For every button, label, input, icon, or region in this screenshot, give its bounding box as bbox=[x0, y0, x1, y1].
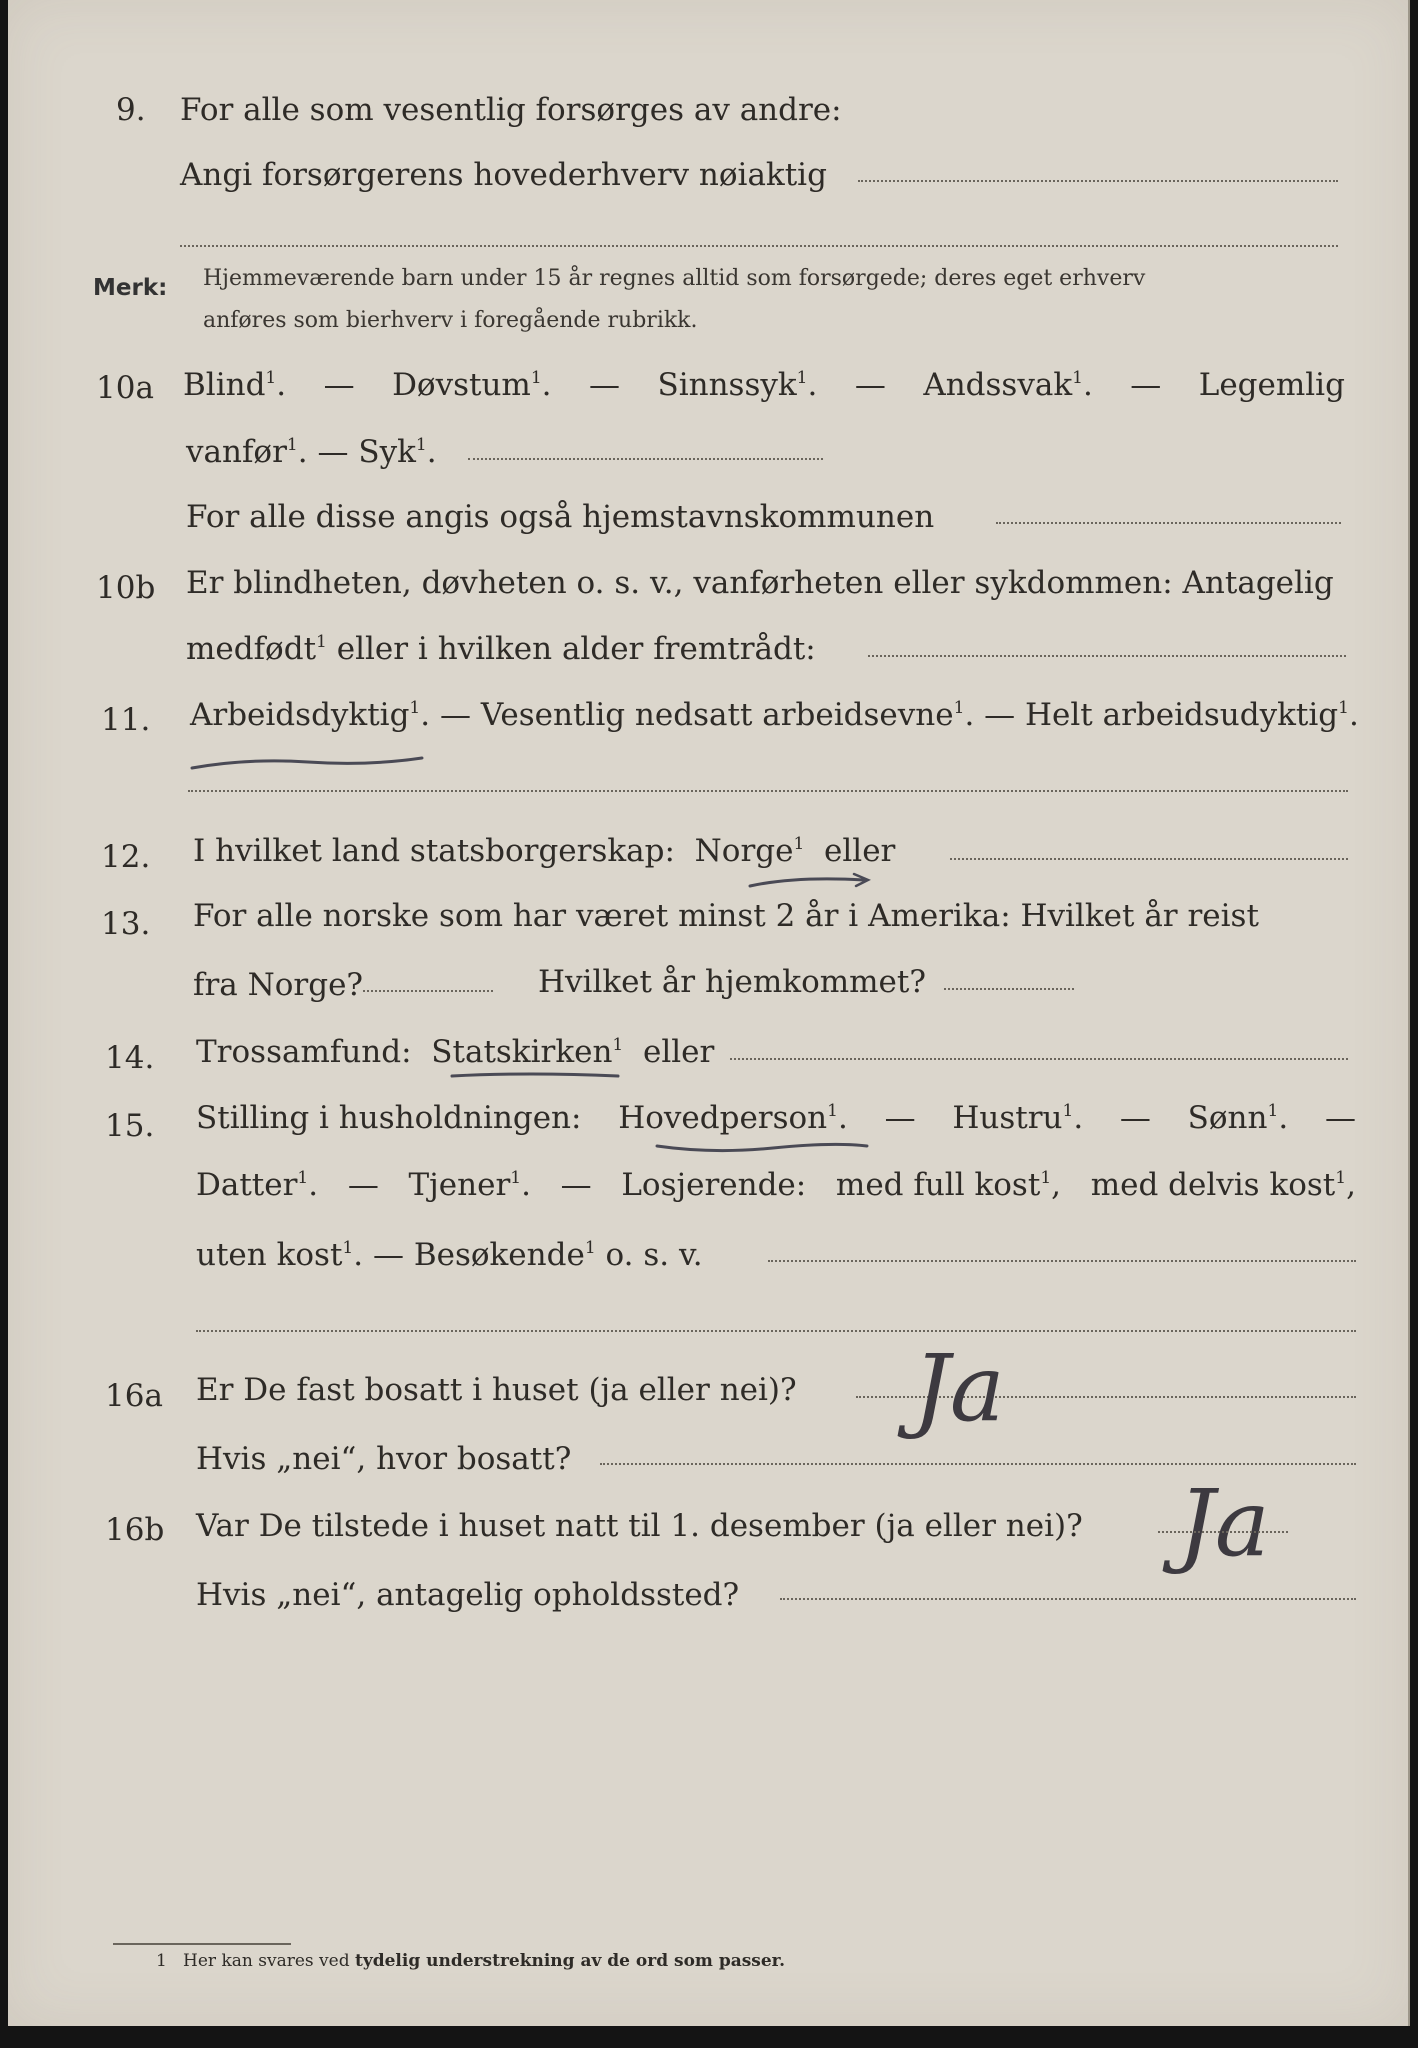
q9-answer-line-2 bbox=[180, 245, 1338, 247]
q16b-line2: Hvis „nei“, antagelig opholdssted? bbox=[196, 1577, 740, 1613]
q11-nedsatt: Vesentlig nedsatt arbeidsevne$^1$. bbox=[480, 697, 975, 733]
q10a-legemlig: Legemlig bbox=[1198, 367, 1345, 403]
q16a-line1: Er De fast bosatt i huset (ja eller nei)? bbox=[196, 1372, 797, 1408]
q13-answer-line-2 bbox=[944, 988, 1074, 990]
footnote-text: Her kan svares ved bbox=[183, 1951, 350, 1971]
dash: — bbox=[1130, 367, 1162, 403]
q13-answer-line-1 bbox=[363, 990, 493, 992]
dash: — bbox=[854, 367, 886, 403]
q14-handwritten-underline bbox=[448, 1068, 628, 1088]
q16b-answer-line-2 bbox=[780, 1598, 1356, 1600]
item-number-16b: 16b bbox=[105, 1512, 165, 1548]
item-number-16a: 16a bbox=[105, 1378, 163, 1414]
q15-hovedperson: Hovedperson$^1$. bbox=[618, 1100, 848, 1136]
footnote-rule bbox=[113, 1943, 291, 1945]
q10a-blind: Blind$^1$. bbox=[183, 367, 287, 403]
item-number-14: 14. bbox=[105, 1040, 155, 1076]
q14-line: Trossamfund: Statskirken$^1$ eller bbox=[196, 1034, 715, 1070]
q11-line1: Arbeidsdyktig$^1$. — Vesentlig nedsatt arbeidsevne$^1$. — Helt arbeidsudyktig$^1$. bbox=[190, 697, 1359, 733]
q11-answer-line bbox=[188, 790, 1348, 792]
q15-line2: Datter$^1$. — Tjener$^1$. — Losjerende: med full kost$^1$, med delvis kost$^1$, bbox=[196, 1167, 1356, 1203]
q16a-line2: Hvis „nei“, hvor bosatt? bbox=[196, 1441, 572, 1477]
dash: — bbox=[589, 367, 620, 403]
q13-line2a: fra Norge? bbox=[193, 967, 364, 1003]
item-number-10a: 10a bbox=[96, 370, 154, 406]
q10a-answer-line-1 bbox=[468, 458, 823, 460]
q13-line1: For alle norske som har været minst 2 år i Amerika: Hvilket år reist bbox=[193, 898, 1259, 934]
q15-answer-line-1 bbox=[768, 1260, 1356, 1262]
q15-line3: uten kost$^1$. — Besøkende$^1$ o. s. v. bbox=[196, 1237, 703, 1273]
item-number-11: 11. bbox=[101, 702, 151, 738]
q13-line2b: Hvilket år hjemkommet? bbox=[538, 964, 926, 1000]
footnote bbox=[156, 1953, 785, 1970]
note-label: Merk: bbox=[93, 275, 168, 301]
q16a-handwritten-answer: Ja bbox=[913, 1335, 1005, 1442]
q12-handwritten-underline bbox=[746, 868, 876, 898]
item-number-12: 12. bbox=[101, 839, 151, 875]
q16b-handwritten-answer: Ja bbox=[1178, 1470, 1270, 1577]
footnote-text-bold: tydelig understrekning av de ord som passer. bbox=[354, 1951, 785, 1971]
item-number-10b: 10b bbox=[96, 570, 156, 606]
footnote-marker: 1 bbox=[156, 1951, 167, 1971]
q16b-answer-line bbox=[1158, 1531, 1288, 1533]
q10a-line3: For alle disse angis også hjemstavnskommunen bbox=[186, 499, 935, 535]
item-number-9: 9. bbox=[116, 92, 146, 128]
q11-udyktig: Helt arbeidsudyktig$^1$. bbox=[1025, 697, 1359, 733]
q10a-line2: vanfør$^1$. — Syk$^1$. bbox=[186, 434, 437, 470]
q10a-answer-line-2 bbox=[996, 522, 1341, 524]
q12-line: I hvilket land statsborgerskap: Norge$^1$ eller bbox=[193, 833, 896, 869]
q15-line1: Stilling i husholdningen: Hovedperson$^1$. — Hustru$^1$. — Sønn$^1$. — bbox=[196, 1100, 1356, 1136]
note-line1: Hjemmeværende barn under 15 år regnes alltid som forsørgede; deres eget erhverv bbox=[203, 266, 1146, 291]
q10b-line1: Er blindheten, døvheten o. s. v., vanførheten eller sykdommen: Antagelig bbox=[186, 565, 1334, 601]
q10a-sinnssyk: Sinnssyk$^1$. bbox=[657, 367, 818, 403]
q9-line2: Angi forsørgerens hovederhverv nøiaktig bbox=[180, 157, 827, 193]
q12-choice-norge: Norge$^1$ bbox=[694, 833, 805, 869]
q15-answer-line-2 bbox=[196, 1330, 1356, 1332]
q16a-answer-line-2 bbox=[600, 1463, 1356, 1465]
q9-answer-line-1 bbox=[858, 180, 1338, 182]
q11-arbeidsdyktig: Arbeidsdyktig$^1$. bbox=[190, 697, 431, 733]
item-number-15: 15. bbox=[105, 1108, 155, 1144]
note-line2: anføres som bierhverv i foregående rubrikk. bbox=[203, 308, 698, 333]
census-form-page bbox=[8, 0, 1410, 2026]
q10b-line2: medfødt$^1$ eller i hvilken alder fremtrådt: bbox=[186, 631, 816, 667]
item-number-13: 13. bbox=[101, 906, 151, 942]
q10a-line1 bbox=[183, 367, 1345, 403]
q10a-andssvak: Andssvak$^1$. bbox=[923, 367, 1093, 403]
q10b-answer-line bbox=[868, 655, 1346, 657]
q16b-line1: Var De tilstede i huset natt til 1. desember (ja eller nei)? bbox=[196, 1508, 1083, 1544]
q9-line1: For alle som vesentlig forsørges av andre: bbox=[180, 92, 842, 128]
dash: — bbox=[323, 367, 355, 403]
q14-answer-line bbox=[730, 1058, 1348, 1060]
q11-handwritten-underline bbox=[188, 748, 428, 778]
q12-answer-line bbox=[950, 858, 1348, 860]
q14-choice-statskirken: Statskirken$^1$ bbox=[431, 1034, 624, 1070]
q15-handwritten-underline bbox=[653, 1136, 873, 1160]
q10a-dovstum: Døvstum$^1$. bbox=[392, 367, 552, 403]
